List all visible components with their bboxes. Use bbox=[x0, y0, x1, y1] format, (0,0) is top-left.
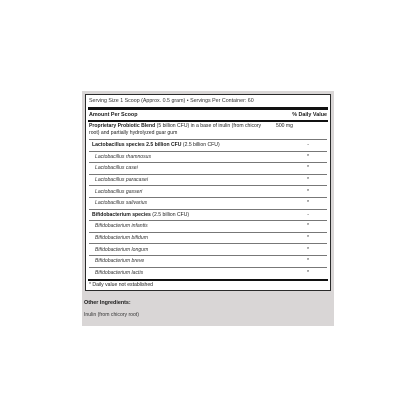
group-name: Bifidobacterium species bbox=[92, 211, 151, 218]
species-row bbox=[89, 162, 327, 173]
daily-value-cell: * bbox=[307, 200, 309, 207]
other-ingredients-text: Inulin (from chicory root) bbox=[84, 312, 139, 318]
species-row bbox=[89, 185, 327, 196]
group-label bbox=[92, 212, 189, 218]
other-ingredients-title: Other Ingredients: bbox=[84, 300, 131, 306]
species-name: Bifidobacterium lactis bbox=[95, 269, 144, 276]
daily-value-cell: - bbox=[307, 142, 309, 149]
daily-value-cell: * bbox=[307, 176, 309, 183]
daily-value-cell: * bbox=[307, 234, 309, 241]
daily-value-heading: % Daily Value bbox=[292, 112, 327, 118]
group-cfu: (2.5 billion CFU) bbox=[181, 142, 220, 149]
species-name: Lactobacillus salivarius bbox=[95, 200, 148, 207]
group-name: Lactobacillus species 2.5 billion CFU bbox=[92, 142, 182, 149]
daily-value-cell: * bbox=[307, 165, 309, 172]
daily-value-cell: * bbox=[307, 223, 309, 230]
daily-value-cell: * bbox=[307, 246, 309, 253]
proprietary-blend bbox=[89, 123, 269, 136]
species-name: Bifidobacterium bifidum bbox=[95, 234, 148, 241]
header-divider bbox=[88, 120, 328, 122]
species-name: Lactobacillus casei bbox=[95, 165, 138, 172]
daily-value-cell: * bbox=[307, 269, 309, 276]
table-header bbox=[89, 111, 327, 119]
species-row bbox=[89, 243, 327, 254]
species-name: Lactobacillus rhamnosus bbox=[95, 153, 152, 160]
species-name: Lactobacillus gasseri bbox=[95, 188, 143, 195]
amount-per-scoop-heading: Amount Per Scoop bbox=[89, 112, 138, 118]
species-row bbox=[89, 267, 327, 278]
group-row bbox=[89, 209, 327, 220]
species-row bbox=[89, 151, 327, 162]
serving-info: Serving Size 1 Scoop (Approx. 0.5 gram) • Servings Per Container: 60 bbox=[89, 98, 254, 104]
species-name: Lactobacillus paracasei bbox=[95, 176, 148, 183]
thick-divider bbox=[88, 107, 328, 110]
daily-value-cell: - bbox=[307, 211, 309, 218]
blend-amount: 500 mg bbox=[276, 123, 293, 129]
blend-name: Proprietary Probiotic Blend bbox=[89, 123, 156, 129]
group-label bbox=[92, 142, 220, 148]
species-name: Bifidobacterium breve bbox=[95, 258, 145, 265]
daily-value-cell: * bbox=[307, 188, 309, 195]
species-row bbox=[89, 220, 327, 231]
blend-description: (5 billion CFU) in a base of inulin (from chicory root) and partially hydrolyzed guar gum bbox=[89, 123, 262, 136]
species-row bbox=[89, 197, 327, 208]
species-row bbox=[89, 255, 327, 266]
supplement-facts-panel bbox=[82, 91, 334, 326]
group-cfu: (2.5 billion CFU) bbox=[150, 211, 190, 218]
species-row bbox=[89, 232, 327, 243]
daily-value-cell: * bbox=[307, 153, 309, 160]
supplement-facts-table bbox=[85, 94, 331, 291]
species-row bbox=[89, 174, 327, 185]
footnote: * Daily value not established bbox=[89, 282, 153, 288]
daily-value-cell: * bbox=[307, 258, 309, 265]
group-row bbox=[89, 139, 327, 150]
bottom-divider bbox=[88, 279, 328, 281]
species-name: Bifidobacterium infantis bbox=[95, 223, 148, 230]
species-name: Bifidobacterium longum bbox=[95, 246, 149, 253]
